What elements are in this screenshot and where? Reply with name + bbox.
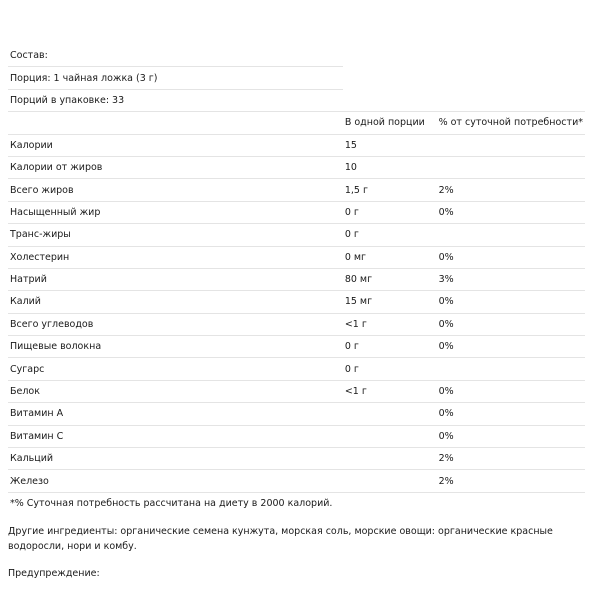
nutrient-name: Кальций [8,448,343,470]
nutrient-daily-value: 2% [437,179,585,201]
nutrient-name: Железо [8,470,343,492]
nutrient-daily-value: 0% [437,246,585,268]
nutrient-daily-value [437,358,585,380]
nutrient-amount: 10 [343,156,437,178]
nutrient-daily-value: 3% [437,268,585,290]
nutrient-daily-value [437,156,585,178]
nutrient-daily-value: 2% [437,470,585,492]
nutrient-name: Натрий [8,268,343,290]
nutrient-name: Пищевые волокна [8,336,343,358]
nutrient-row [8,268,585,290]
nutrient-amount: 80 мг [343,268,437,290]
nutrient-daily-value [437,134,585,156]
per-serving-header: В одной порции [343,112,437,134]
nutrient-row [8,380,585,402]
nutrient-name: Сугарс [8,358,343,380]
serving-size-row [8,67,585,89]
nutrient-amount: 0 г [343,336,437,358]
nutrient-amount: 0 г [343,358,437,380]
nutrition-table [8,45,585,514]
nutrient-amount [343,403,437,425]
servings-per-container-row [8,89,585,111]
nutrient-daily-value [437,224,585,246]
nutrient-row [8,156,585,178]
nutrient-name: Калории от жиров [8,156,343,178]
nutrient-daily-value: 0% [437,380,585,402]
nutrient-amount: 0 г [343,201,437,223]
nutrient-name: Калий [8,291,343,313]
nutrient-name: Витамин A [8,403,343,425]
nutrient-name: Насыщенный жир [8,201,343,223]
nutrient-row [8,134,585,156]
nutrient-amount: 0 г [343,224,437,246]
nutrient-name: Холестерин [8,246,343,268]
nutrient-row [8,179,585,201]
nutrient-name: Витамин C [8,425,343,447]
composition-label: Состав: [10,50,48,62]
nutrient-row [8,448,585,470]
nutrient-amount [343,448,437,470]
nutrient-row [8,336,585,358]
composition-row [8,45,585,67]
nutrient-amount: <1 г [343,313,437,335]
nutrient-daily-value: 2% [437,448,585,470]
nutrient-daily-value: 0% [437,313,585,335]
nutrient-name: Калории [8,134,343,156]
daily-value-footnote: *% Суточная потребность рассчитана на диету в 2000 калорий. [8,492,585,514]
nutrient-amount: 0 мг [343,246,437,268]
nutrient-row [8,470,585,492]
nutrient-row [8,425,585,447]
nutrient-daily-value: 0% [437,336,585,358]
column-header-row [8,112,585,134]
nutrient-row [8,246,585,268]
servings-per-container: Порций в упаковке: 33 [8,89,343,111]
nutrient-row [8,313,585,335]
nutrient-name: Всего углеводов [8,313,343,335]
nutrient-amount: 15 [343,134,437,156]
warning-label: Предупреждение: [8,568,100,580]
nutrient-amount: <1 г [343,380,437,402]
nutrient-row [8,358,585,380]
nutrient-amount [343,470,437,492]
nutrient-name: Всего жиров [8,179,343,201]
daily-value-header: % от суточной потребности* [437,112,585,134]
nutrient-row [8,224,585,246]
nutrient-row [8,201,585,223]
nutrient-name: Транс-жиры [8,224,343,246]
nutrient-daily-value: 0% [437,425,585,447]
nutrient-amount [343,425,437,447]
nutrient-daily-value: 0% [437,403,585,425]
nutrient-amount: 1,5 г [343,179,437,201]
nutrient-daily-value: 0% [437,201,585,223]
footnote-row [8,492,585,514]
supplement-facts-panel [8,45,596,579]
nutrient-row [8,403,585,425]
serving-size: Порция: 1 чайная ложка (3 г) [8,67,343,89]
nutrient-daily-value: 0% [437,291,585,313]
nutrient-row [8,291,585,313]
nutrient-name: Белок [8,380,343,402]
other-ingredients: Другие ингредиенты: органические семена кунжута, морская соль, морские овощи: органические красные водоросли, нори и комбу. [8,526,553,553]
nutrient-amount: 15 мг [343,291,437,313]
